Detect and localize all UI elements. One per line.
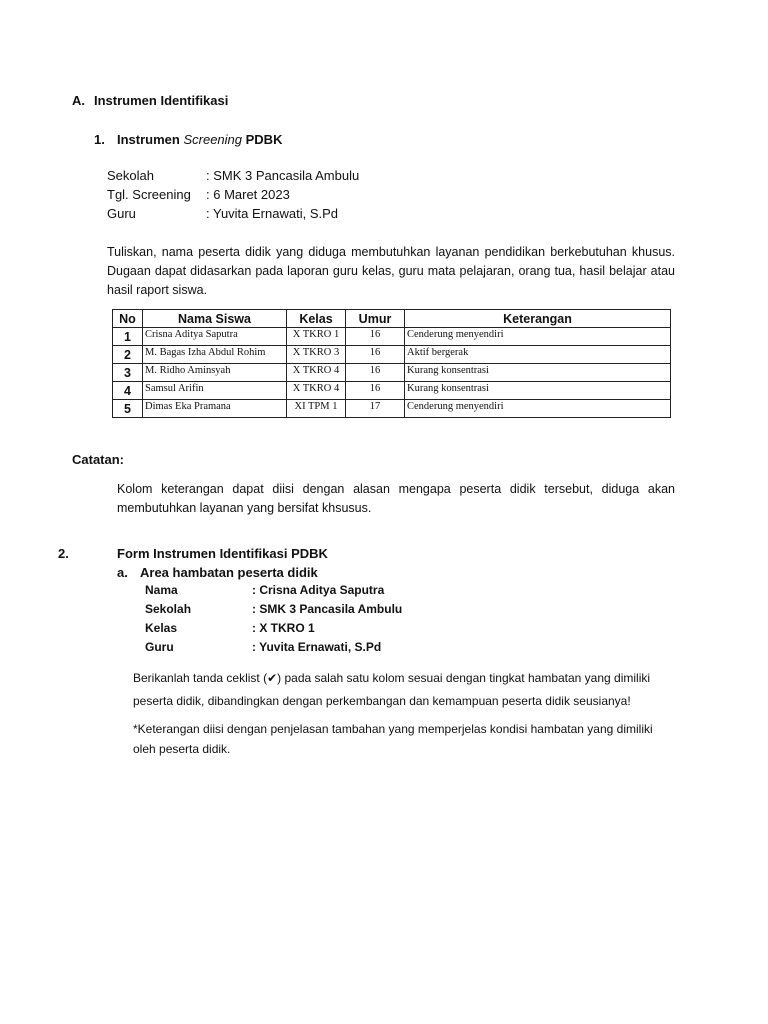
info1-value-tgl: : 6 Maret 2023 xyxy=(206,187,290,202)
note-line1: *Keterangan diisi dengan penjelasan tambahan yang memperjelas kondisi hambatan yang dimiliki xyxy=(133,722,653,736)
sub-a-letter: a. xyxy=(117,565,128,580)
cell-no: 3 xyxy=(113,364,143,382)
col-header-kelas: Kelas xyxy=(287,310,346,328)
info1-value-guru: : Yuvita Ernawati, S.Pd xyxy=(206,206,338,221)
col-header-no: No xyxy=(113,310,143,328)
cell-kelas: X TKRO 4 xyxy=(287,382,346,400)
table-row xyxy=(113,400,671,418)
item1-title: Instrumen Screening PDBK xyxy=(117,132,283,147)
cell-keterangan: Cenderung menyendiri xyxy=(405,400,671,418)
cell-keterangan: Aktif bergerak xyxy=(405,346,671,364)
cell-nama: Crisna Aditya Saputra xyxy=(143,328,287,346)
info2-value-sekolah: : SMK 3 Pancasila Ambulu xyxy=(252,602,403,616)
col-header-nama: Nama Siswa xyxy=(143,310,287,328)
section-a-title: Instrumen Identifikasi xyxy=(94,93,229,108)
info2-label-sekolah: Sekolah xyxy=(145,602,192,616)
cell-kelas: X TKRO 4 xyxy=(287,364,346,382)
info1-label-sekolah: Sekolah xyxy=(107,168,154,183)
cell-umur: 16 xyxy=(346,364,405,382)
col-header-umur: Umur xyxy=(346,310,405,328)
item2-title: Form Instrumen Identifikasi PDBK xyxy=(117,546,328,561)
table-row xyxy=(113,328,671,346)
instruction2-line2: peserta didik, dibandingkan dengan perkembangan dan kemampuan peserta didik seusianya! xyxy=(133,694,631,708)
cell-nama: M. Ridho Aminsyah xyxy=(143,364,287,382)
cell-nama: Samsul Arifin xyxy=(143,382,287,400)
catatan-label: Catatan: xyxy=(72,452,125,467)
section-a-letter: A. xyxy=(72,93,85,108)
cell-umur: 16 xyxy=(346,382,405,400)
info1-value-sekolah: : SMK 3 Pancasila Ambulu xyxy=(206,168,360,183)
cell-kelas: X TKRO 1 xyxy=(287,328,346,346)
info2-value-kelas: : X TKRO 1 xyxy=(252,621,315,635)
cell-umur: 16 xyxy=(346,346,405,364)
catatan-text: Kolom keterangan dapat diisi dengan alasan mengapa peserta didik tersebut, diduga akan membutuhkan layanan yang bersifat khsusus. xyxy=(117,482,675,515)
cell-no: 5 xyxy=(113,400,143,418)
cell-kelas: XI TPM 1 xyxy=(287,400,346,418)
cell-kelas: X TKRO 3 xyxy=(287,346,346,364)
info2-label-nama: Nama xyxy=(145,583,178,597)
cell-no: 2 xyxy=(113,346,143,364)
cell-keterangan: Cenderung menyendiri xyxy=(405,328,671,346)
cell-nama: M. Bagas Izha Abdul Rohim xyxy=(143,346,287,364)
info2-label-kelas: Kelas xyxy=(145,621,178,635)
cell-umur: 17 xyxy=(346,400,405,418)
instruction-paragraph: Tuliskan, nama peserta didik yang diduga membutuhkan layanan pendidikan berkebutuhan khusus. Dugaan dapat didasarkan pada laporan guru kelas, guru mata pelajaran, orang tua, hasil belajar atau hasil raport siswa. xyxy=(107,245,675,297)
note-line2: oleh peserta didik. xyxy=(133,742,231,756)
instruction2-line1: Berikanlah tanda ceklist (✔) pada salah satu kolom sesuai dengan tingkat hambatan yang dimiliki xyxy=(133,671,651,685)
item1-number: 1. xyxy=(94,132,105,147)
cell-no: 4 xyxy=(113,382,143,400)
cell-nama: Dimas Eka Pramana xyxy=(143,400,287,418)
table-row xyxy=(113,382,671,400)
table-header-row xyxy=(113,310,671,328)
table-row xyxy=(113,346,671,364)
info2-value-nama: : Crisna Aditya Saputra xyxy=(252,583,385,597)
info1-label-tgl: Tgl. Screening xyxy=(107,187,191,202)
item2-number: 2. xyxy=(58,546,69,561)
info2-value-guru: : Yuvita Ernawati, S.Pd xyxy=(252,640,382,654)
cell-umur: 16 xyxy=(346,328,405,346)
info2-label-guru: Guru xyxy=(145,640,174,654)
cell-no: 1 xyxy=(113,328,143,346)
table-row xyxy=(113,364,671,382)
cell-keterangan: Kurang konsentrasi xyxy=(405,364,671,382)
cell-keterangan: Kurang konsentrasi xyxy=(405,382,671,400)
info1-label-guru: Guru xyxy=(107,206,136,221)
student-table xyxy=(112,309,671,418)
checkmark-icon: ✔ xyxy=(267,671,278,685)
col-header-keterangan: Keterangan xyxy=(405,310,671,328)
sub-a-title: Area hambatan peserta didik xyxy=(140,565,318,580)
